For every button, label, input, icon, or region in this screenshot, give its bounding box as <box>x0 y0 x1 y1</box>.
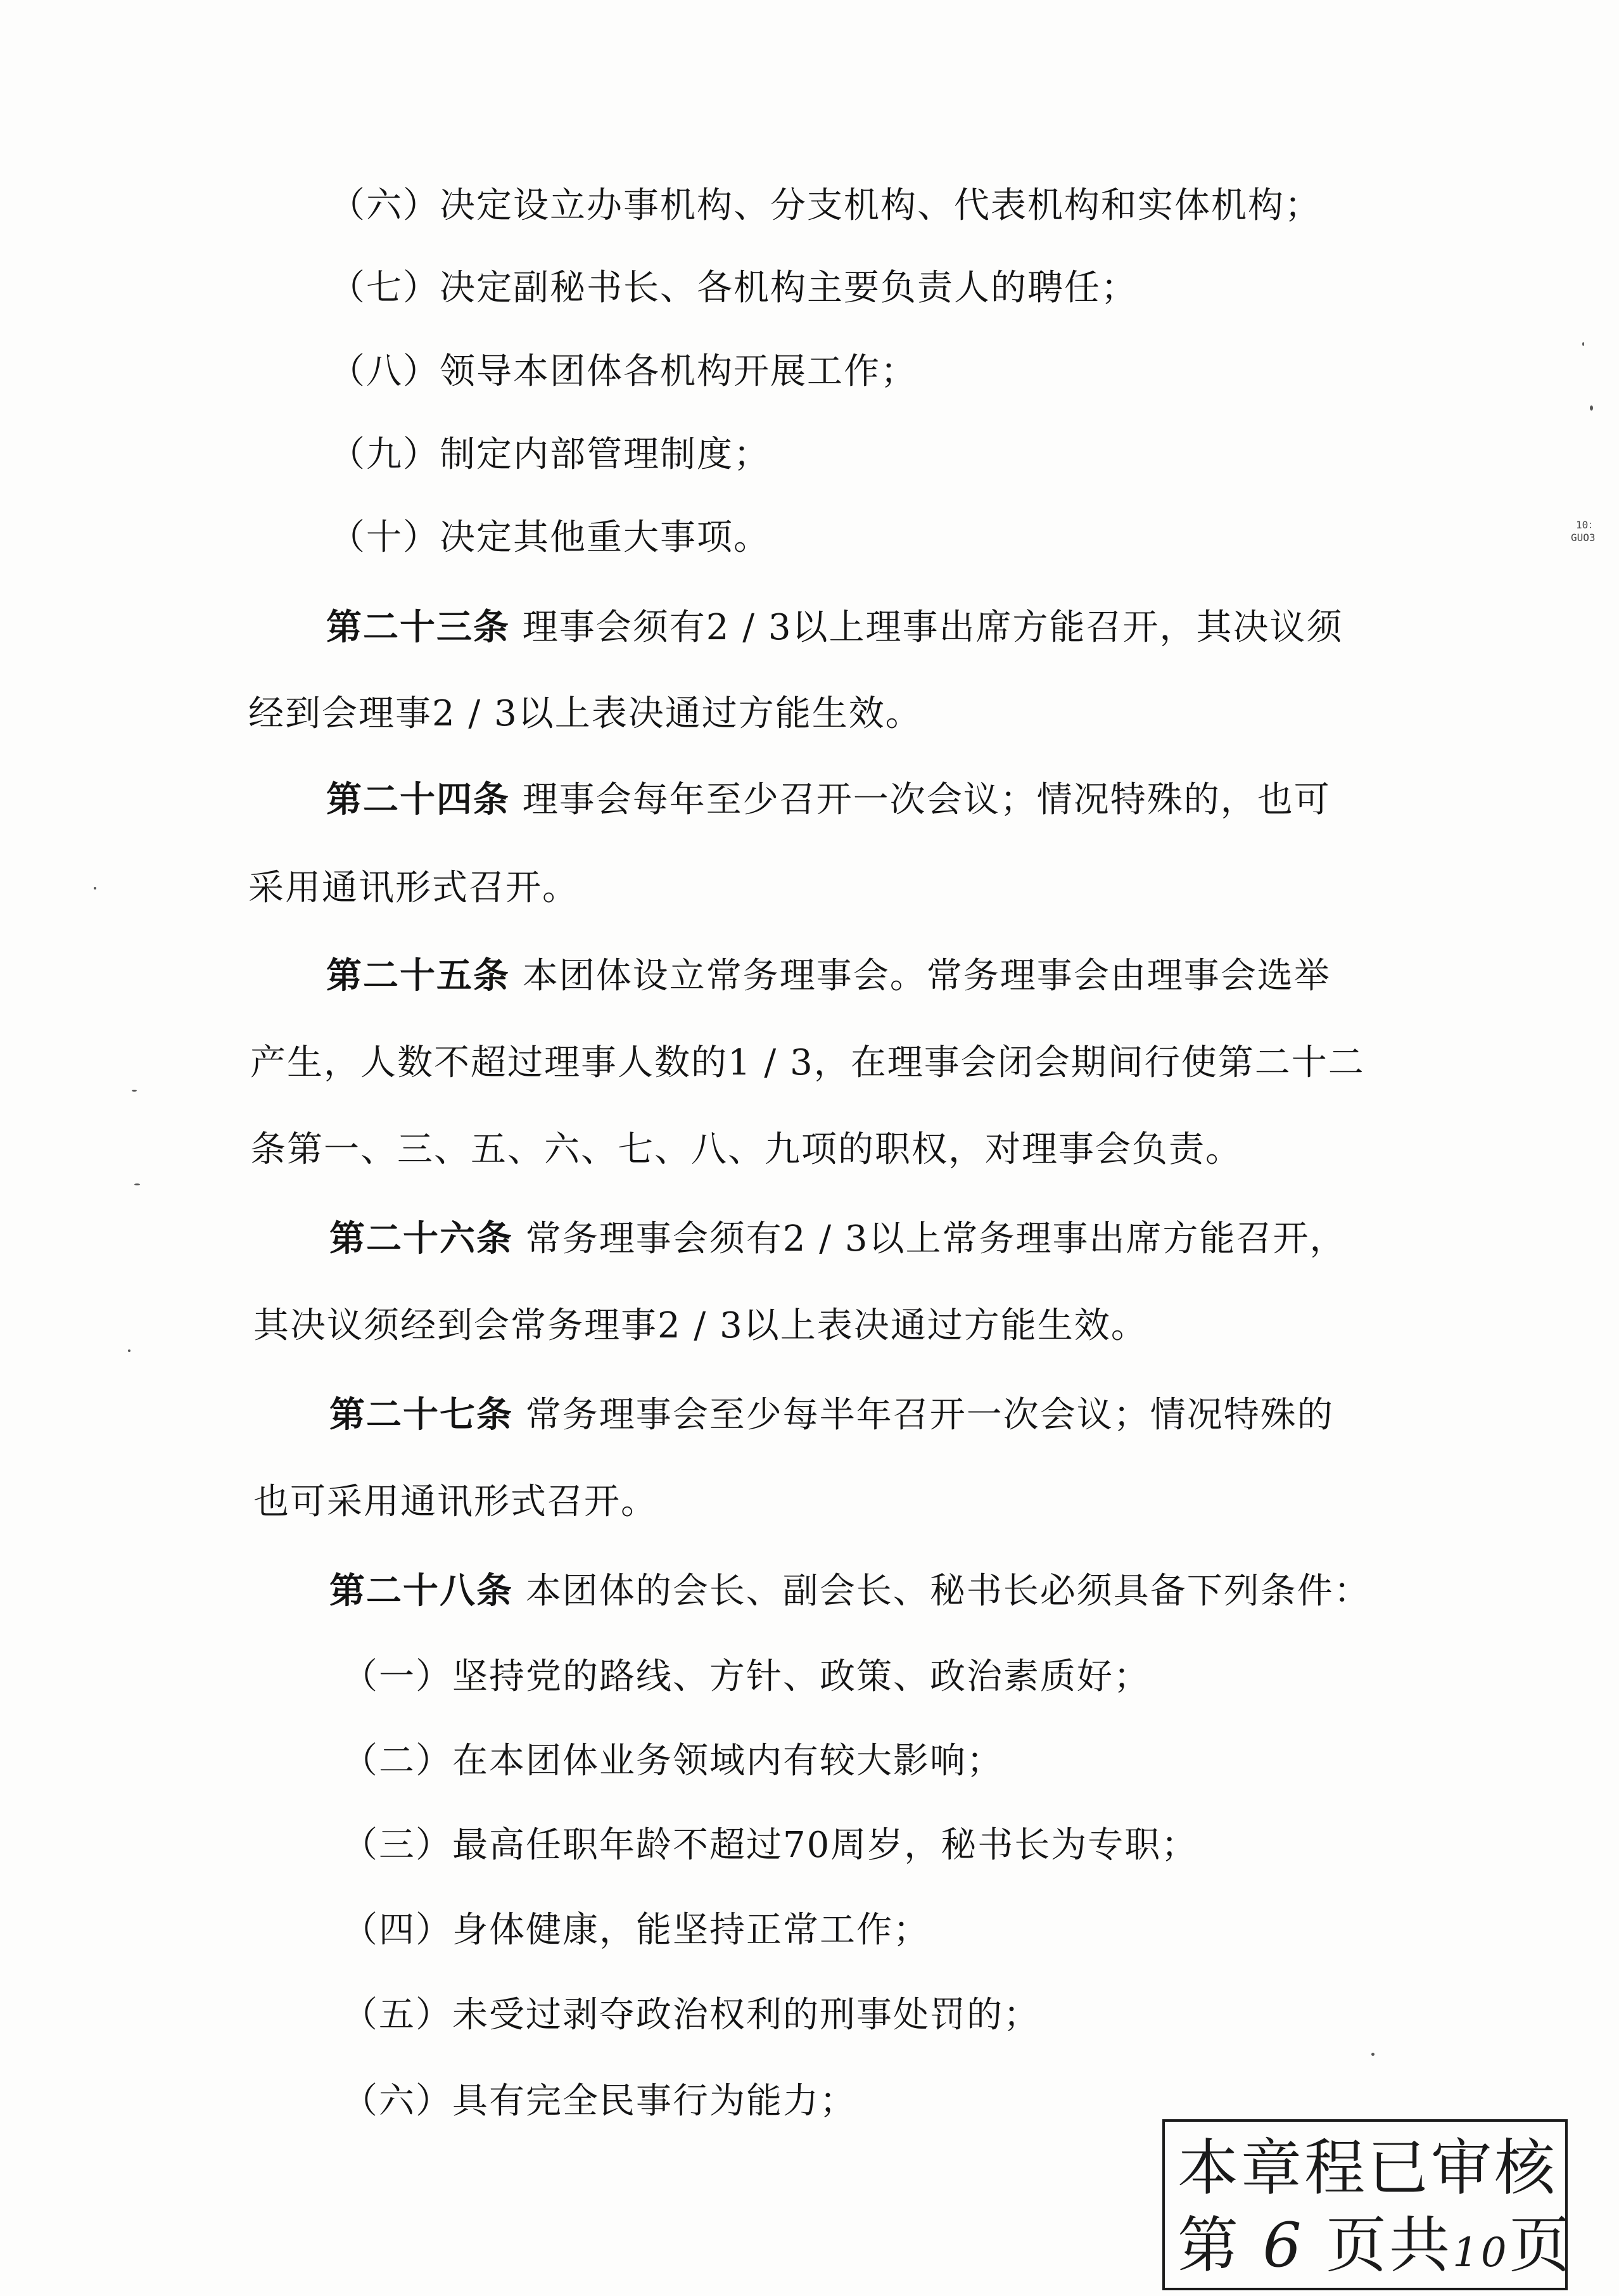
article-25-line-3: 条第一、三、五、六、七、八、九项的职权，对理事会负责。 <box>250 1129 1242 1170</box>
scan-speck <box>132 1090 137 1092</box>
scan-speck <box>1582 342 1584 346</box>
article-28-line-1 <box>329 1569 1371 1614</box>
article-23-line-2: 经到会理事2 / 3以上表决通过方能生效。 <box>248 693 922 734</box>
article-25-line-1 <box>326 953 1331 998</box>
condition-item-2: （二）在本团体业务领域内有较大影响； <box>342 1740 1003 1782</box>
scan-speck <box>1590 405 1593 411</box>
article-heading: 第二十三条 <box>326 606 510 648</box>
article-26-line-2: 其决议须经到会常务理事2 / 3以上表决通过方能生效。 <box>253 1305 1148 1346</box>
article-26-line-1 <box>329 1216 1347 1261</box>
stamp-prefix: 第 <box>1178 2210 1241 2281</box>
article-heading: 第二十六条 <box>329 1218 513 1260</box>
article-heading: 第二十五条 <box>326 955 510 997</box>
condition-item-1: （一）坚持党的路线、方针、政策、政治素质好； <box>342 1656 1150 1697</box>
article-24-line-1 <box>326 777 1331 822</box>
stamp-suffix: 页 <box>1509 2210 1573 2281</box>
condition-item-6: （六）具有完全民事行为能力； <box>342 2081 856 2122</box>
scan-speck <box>94 887 96 890</box>
article-heading: 第二十七条 <box>329 1394 513 1436</box>
scan-speck <box>1371 2053 1375 2056</box>
stamp-mid: 页共 <box>1326 2210 1453 2281</box>
scan-speck <box>128 1349 130 1352</box>
article-24-line-2: 采用通讯形式召开。 <box>248 867 579 909</box>
condition-item-5: （五）未受过剥夺政治权利的刑事处罚的； <box>342 1994 1040 2036</box>
list-item-9: （九）制定内部管理制度； <box>329 434 770 475</box>
list-item-7: （七）决定副秘书长、各机构主要负责人的聘任； <box>329 267 1138 309</box>
article-27-line-2: 也可采用通讯形式召开。 <box>253 1481 657 1522</box>
article-heading: 第二十八条 <box>329 1570 513 1612</box>
stamp-total-pages: 10 <box>1452 2229 1509 2276</box>
margin-mark: GUO3 <box>1571 532 1596 544</box>
article-heading: 第二十四条 <box>326 779 510 820</box>
article-text: 理事会每年至少召开一次会议；情况特殊的，也可 <box>510 779 1331 820</box>
article-25-line-2: 产生，人数不超过理事人数的1 / 3，在理事会闭会期间行使第二十二 <box>250 1042 1365 1083</box>
scan-speck <box>134 1183 140 1185</box>
article-text: 理事会须有2 / 3以上理事出席方能召开，其决议须 <box>510 607 1343 648</box>
approval-stamp <box>1162 2119 1573 2290</box>
condition-item-3: （三）最高任职年龄不超过70周岁，秘书长为专职； <box>342 1825 1198 1866</box>
stamp-line-1: 本章程已审核 <box>1178 2133 1558 2204</box>
condition-item-4: （四）身体健康，能坚持正常工作； <box>342 1910 930 1951</box>
list-item-8: （八）领导本团体各机构开展工作； <box>329 351 917 392</box>
article-text: 本团体设立常务理事会。常务理事会由理事会选举 <box>510 955 1331 997</box>
list-item-10: （十）决定其他重大事项。 <box>329 517 770 558</box>
stamp-line-2 <box>1178 2210 1573 2288</box>
article-text: 常务理事会至少每半年召开一次会议；情况特殊的 <box>513 1394 1334 1436</box>
list-item-6: （六）决定设立办事机构、分支机构、代表机构和实体机构； <box>329 185 1321 226</box>
article-27-line-1 <box>329 1393 1334 1438</box>
margin-mark: 10： <box>1576 519 1599 531</box>
stamp-page-number: 6 <box>1262 2210 1304 2281</box>
article-23-line-1 <box>326 605 1343 650</box>
article-text: 常务理事会须有2 / 3以上常务理事出席方能召开， <box>513 1218 1347 1260</box>
article-text: 本团体的会长、副会长、秘书长必须具备下列条件： <box>513 1571 1371 1612</box>
